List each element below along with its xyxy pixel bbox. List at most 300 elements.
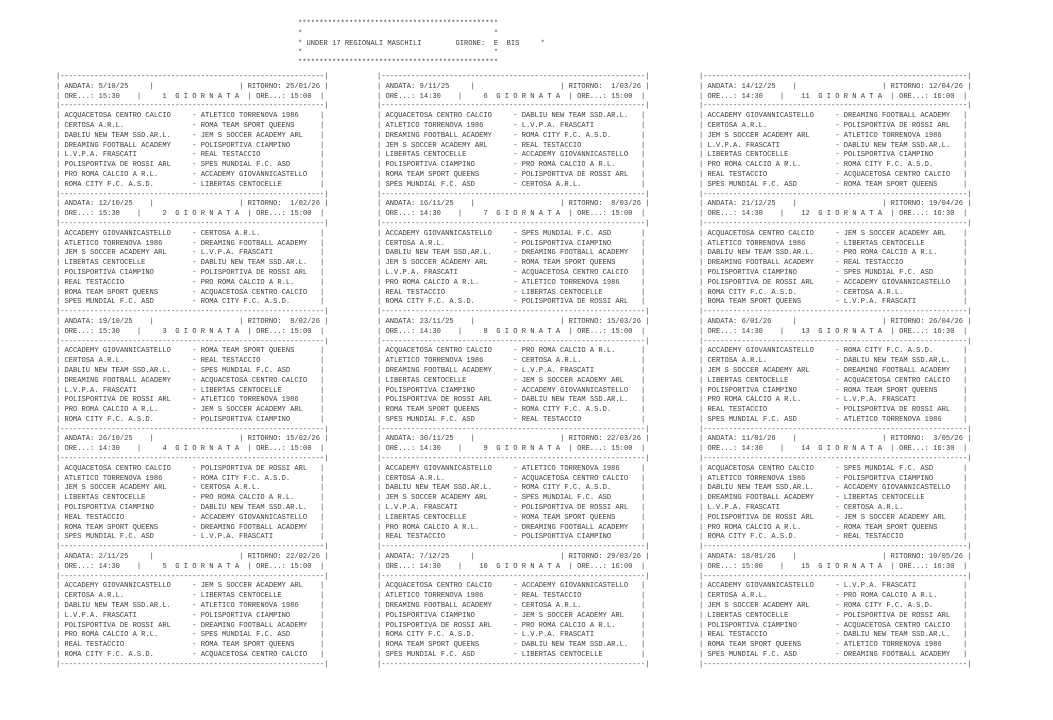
away-team: SPES MUNDIAL F.C. ASD	[200, 366, 316, 375]
rule: |	[640, 376, 646, 385]
separator: -	[183, 464, 201, 473]
home-team: DREAMING FOOTBALL ACADEMY	[707, 259, 827, 268]
match-row	[56, 357, 324, 365]
ritorno-time: 16:00	[933, 92, 955, 101]
away-team: REAL TESTACCIO	[521, 415, 637, 424]
away-team: JEM S SOCCER ACADEMY ARL	[521, 376, 637, 385]
separator: -	[504, 239, 522, 248]
rule: |	[319, 347, 325, 356]
separator: -	[826, 249, 844, 258]
away-team: POLISPORTIVA DE ROSSI ARL	[521, 504, 637, 513]
home-team: CERTOSA A.R.L.	[707, 357, 827, 366]
rule: |	[377, 474, 386, 483]
home-team: PRO ROMA CALCIO A R.L.	[64, 631, 184, 640]
rule: |	[699, 268, 708, 277]
rule: |	[640, 268, 646, 277]
rule: |	[319, 621, 325, 630]
rule: |	[645, 553, 650, 562]
ritorno-time: 15:00	[290, 92, 312, 101]
separator: -	[183, 151, 201, 160]
away-team: L.V.P.A. FRASCATI	[843, 582, 959, 591]
separator: -	[826, 131, 844, 140]
rule: |	[640, 366, 646, 375]
rule: |	[319, 582, 325, 591]
separator: -	[504, 298, 522, 307]
rule: | ORE...:	[560, 445, 612, 454]
round-block	[699, 543, 971, 659]
rule: |	[640, 533, 646, 542]
rule: | ANDATA:	[56, 317, 99, 326]
ritorno-date: 12/04/26	[928, 82, 963, 91]
away-team: ACCADEMY GIOVANNICASTELLO	[200, 513, 316, 522]
away-team: CERTOSA A.R.L.	[521, 357, 637, 366]
andata-date: 2/11/25	[98, 553, 129, 562]
separator: -	[183, 386, 201, 395]
rule: |	[962, 92, 968, 101]
rule: |--------------------------------------------------------------|	[56, 308, 329, 317]
separator: -	[826, 161, 844, 170]
rule: |	[962, 376, 968, 385]
rule: |	[640, 523, 646, 532]
rule: |	[56, 298, 65, 307]
rule: |	[377, 229, 386, 238]
home-team: ROMA CITY F.C. A.S.D.	[385, 298, 505, 307]
away-team: SPES MUNDIAL F.C. ASD	[521, 494, 637, 503]
home-team: LIBERTAS CENTOCELLE	[385, 151, 505, 160]
rule: |	[962, 504, 968, 513]
giornata-label: G I O R N A T A	[166, 92, 240, 101]
home-team: ACCADEMY GIOVANNICASTELLO	[64, 582, 184, 591]
away-team: LIBERTAS CENTOCELLE	[521, 288, 637, 297]
home-team: DABLIU NEW TEAM SSD.AR.L.	[707, 484, 827, 493]
home-team: JEM S SOCCER ACADEMY ARL	[64, 484, 184, 493]
match-row	[377, 602, 645, 610]
giornata-number: 5	[162, 562, 167, 571]
rule: |	[56, 504, 65, 513]
rule: |	[645, 435, 650, 444]
match-row	[377, 504, 645, 512]
away-team: DREAMING FOOTBALL ACADEMY	[843, 366, 959, 375]
andata-time: 14:30	[419, 562, 441, 571]
rule: |	[319, 121, 325, 130]
rule: |	[56, 484, 65, 493]
away-team: DABLIU NEW TEAM SSD.AR.L.	[521, 396, 637, 405]
home-team: LIBERTAS CENTOCELLE	[385, 376, 505, 385]
match-row	[377, 592, 645, 600]
home-team: JEM S SOCCER ACADEMY ARL	[707, 602, 827, 611]
rule: | | RITORNO:	[775, 435, 929, 444]
round-block	[56, 426, 328, 542]
home-team: REAL TESTACCIO	[64, 641, 184, 650]
rule: |	[962, 180, 968, 189]
rule: |	[699, 533, 708, 542]
rule: |	[56, 631, 65, 640]
rule: | | RITORNO:	[771, 317, 929, 326]
rule: | ANDATA:	[699, 553, 742, 562]
giornata-label: G I O R N A T A	[487, 445, 561, 454]
rule: |	[699, 484, 708, 493]
giornata-number: 8	[483, 327, 488, 336]
round-block	[56, 308, 328, 424]
andata-date: 21/12/25	[741, 200, 776, 209]
separator: -	[826, 641, 844, 650]
rule: |	[319, 92, 325, 101]
away-team: ACQUACETOSA CENTRO CALCIO	[521, 268, 637, 277]
match-row	[56, 377, 324, 385]
rule: |	[699, 474, 708, 483]
separator: -	[826, 121, 844, 130]
andata-date: 14/12/25	[741, 82, 776, 91]
match-row	[699, 514, 967, 522]
home-team: ACCADEMY GIOVANNICASTELLO	[385, 464, 505, 473]
rule: |--------------------------------------------------------------|	[377, 308, 650, 317]
rule: |	[640, 445, 646, 454]
away-team: POLISPORTIVA DE ROSSI ARL	[843, 406, 959, 415]
away-team: ROMA TEAM SPORT QUEENS	[521, 513, 637, 522]
match-row	[56, 289, 324, 297]
rule: |	[640, 249, 646, 258]
match-row	[377, 161, 645, 169]
home-team: LIBERTAS CENTOCELLE	[64, 259, 184, 268]
match-row	[699, 357, 967, 365]
home-team: DREAMING FOOTBALL ACADEMY	[707, 494, 827, 503]
rule: | ANDATA:	[56, 200, 99, 209]
rule: |	[377, 131, 386, 140]
separator: -	[826, 259, 844, 268]
rule: |	[319, 406, 325, 415]
match-row	[377, 622, 645, 630]
rule: | ANDATA:	[699, 200, 742, 209]
ritorno-date: 19/04/26	[928, 200, 963, 209]
rule: | ORE...:	[377, 210, 420, 219]
separator: -	[826, 415, 844, 424]
separator: -	[183, 513, 201, 522]
home-team: PRO ROMA CALCIO A R.L.	[385, 278, 505, 287]
giornata-label: G I O R N A T A	[166, 445, 240, 454]
ritorno-date: 1/02/26	[285, 200, 320, 209]
away-team: PRO ROMA CALCIO A R.L.	[200, 278, 316, 287]
rule: |	[640, 141, 646, 150]
rule: |	[56, 141, 65, 150]
separator: -	[183, 631, 201, 640]
andata-time: 14:30	[419, 92, 441, 101]
rule: |	[699, 592, 708, 601]
away-team: POLISPORTIVA CIAMPINO	[521, 239, 637, 248]
rule: |	[699, 180, 708, 189]
away-team: ROMA TEAM SPORT QUEENS	[200, 121, 316, 130]
rule: | ORE...:	[882, 445, 934, 454]
rule: | ORE...:	[239, 445, 291, 454]
rule: |	[699, 347, 708, 356]
rule: | | RITORNO:	[132, 435, 286, 444]
rule: |	[377, 347, 386, 356]
ritorno-time: 16:30	[933, 445, 955, 454]
giornata-label: G I O R N A T A	[809, 562, 883, 571]
match-row	[56, 249, 324, 257]
rule: |	[440, 92, 484, 101]
separator: -	[826, 376, 844, 385]
rule: | ORE...:	[377, 562, 420, 571]
away-team: ATLETICO TORRENOVA 1986	[200, 112, 316, 121]
match-row	[377, 475, 645, 483]
rule: |	[319, 170, 325, 179]
match-row	[377, 279, 645, 287]
separator: -	[504, 582, 522, 591]
rule: |	[762, 92, 802, 101]
rule: |	[962, 386, 968, 395]
away-team: DABLIU NEW TEAM SSD.AR.L.	[521, 641, 637, 650]
separator: -	[183, 278, 201, 287]
home-team: POLISPORTIVA DE ROSSI ARL	[64, 161, 184, 170]
rule: |	[962, 621, 968, 630]
rule: |	[962, 445, 968, 454]
rule: | ORE...:	[56, 327, 99, 336]
separator: -	[504, 651, 522, 660]
separator: -	[826, 170, 844, 179]
rule: |	[377, 161, 386, 170]
rule: |	[56, 259, 65, 268]
match-row	[377, 651, 645, 659]
giornata-number: 6	[483, 92, 488, 101]
home-team: CERTOSA A.R.L.	[707, 592, 827, 601]
rule: |	[377, 513, 386, 522]
separator: -	[826, 268, 844, 277]
separator: -	[826, 651, 844, 660]
rule: |--------------------------------------------------------------|	[699, 660, 972, 669]
separator: -	[504, 278, 522, 287]
giornata-label: G I O R N A T A	[487, 562, 561, 571]
rule: |	[319, 112, 325, 121]
andata-date: 30/11/25	[419, 435, 454, 444]
rule: |	[377, 651, 386, 660]
home-team: DABLIU NEW TEAM SSD.AR.L.	[64, 366, 184, 375]
andata-time: 14:30	[419, 327, 441, 336]
away-team: DABLIU NEW TEAM SSD.AR.L.	[200, 504, 316, 513]
rule: |	[56, 523, 65, 532]
andata-time: 15:00	[741, 562, 763, 571]
away-team: ROMA CITY F.C. A.S.D.	[843, 161, 959, 170]
away-team: CERTOSA A.R.L.	[843, 504, 959, 513]
match-row	[377, 387, 645, 395]
rule: |	[56, 513, 65, 522]
match-row	[377, 269, 645, 277]
rule: |	[377, 278, 386, 287]
rule: |	[56, 621, 65, 630]
match-row	[699, 289, 967, 297]
rule: |	[962, 592, 968, 601]
separator: -	[826, 494, 844, 503]
away-team: PRO ROMA CALCIO A R.L.	[521, 161, 637, 170]
separator: -	[183, 651, 201, 660]
home-team: DREAMING FOOTBALL ACADEMY	[385, 602, 505, 611]
rule: |	[319, 239, 325, 248]
rule: |	[377, 112, 386, 121]
rule: |--------------------------------------------------------------|	[56, 660, 329, 669]
rule: |	[319, 445, 325, 454]
rule: |	[377, 611, 386, 620]
home-team: ROMA CITY F.C. A.S.D.	[64, 415, 184, 424]
ritorno-date: 10/05/26	[928, 553, 963, 562]
away-team: ACCADEMY GIOVANNICASTELLO	[521, 582, 637, 591]
away-team: JEM S SOCCER ACADEMY ARL	[843, 229, 959, 238]
match-row	[56, 298, 324, 306]
home-team: POLISPORTIVA CIAMPINO	[385, 611, 505, 620]
match-row	[699, 465, 967, 473]
rule: |--------------------------------------------------------------|	[56, 219, 329, 228]
away-team: ATLETICO TORRENOVA 1986	[200, 396, 316, 405]
rule: |	[699, 131, 708, 140]
rule: |--------------------------------------------------------------|	[56, 543, 329, 552]
match-row	[699, 622, 967, 630]
separator: -	[183, 484, 201, 493]
away-team: DABLIU NEW TEAM SSD.AR.L.	[521, 112, 637, 121]
andata-time: 15:30	[98, 327, 120, 336]
rule: |	[962, 357, 968, 366]
match-row	[56, 406, 324, 414]
rule: |	[319, 278, 325, 287]
rule: | ORE...:	[239, 327, 291, 336]
rule: |	[319, 141, 325, 150]
rule: |--------------------------------------------------------------|	[56, 190, 329, 199]
championship-title: UNDER 17 REGIONALI MASCHILI	[306, 39, 422, 48]
match-row	[377, 514, 645, 522]
rule: |	[699, 464, 708, 473]
separator: -	[183, 141, 201, 150]
giornata-number: 7	[483, 210, 488, 219]
separator: -	[826, 611, 844, 620]
rule: |	[962, 161, 968, 170]
rule: |	[440, 327, 484, 336]
giornata-label: G I O R N A T A	[809, 445, 883, 454]
match-row	[699, 112, 967, 120]
rule: |	[319, 513, 325, 522]
home-team: ROMA CITY F.C. A.S.D.	[64, 651, 184, 660]
home-team: ATLETICO TORRENOVA 1986	[707, 474, 827, 483]
away-team: DREAMING FOOTBALL ACADEMY	[200, 239, 316, 248]
match-row	[377, 249, 645, 257]
separator: -	[183, 415, 201, 424]
away-team: CERTOSA A.R.L.	[521, 180, 637, 189]
home-team: ROMA CITY F.C. A.S.D.	[64, 180, 184, 189]
home-team: DABLIU NEW TEAM SSD.AR.L.	[64, 602, 184, 611]
separator: -	[183, 621, 201, 630]
rule: |	[319, 249, 325, 258]
match-row	[699, 161, 967, 169]
rule: |	[640, 180, 646, 189]
rule: |	[962, 229, 968, 238]
away-team: ROMA CITY F.C. A.S.D.	[843, 347, 959, 356]
match-row	[699, 279, 967, 287]
rule: |	[56, 494, 65, 503]
round-block	[56, 543, 328, 659]
away-team: CERTOSA A.R.L.	[843, 288, 959, 297]
match-row	[56, 279, 324, 287]
rule: |	[377, 396, 386, 405]
separator: -	[504, 396, 522, 405]
rule: |	[699, 376, 708, 385]
away-team: ATLETICO TORRENOVA 1986	[843, 415, 959, 424]
rule: |	[377, 582, 386, 591]
away-team: ATLETICO TORRENOVA 1986	[521, 278, 637, 287]
separator: -	[504, 151, 522, 160]
home-team: L.V.P.A. FRASCATI	[385, 504, 505, 513]
rule: |	[962, 513, 968, 522]
separator: -	[826, 533, 844, 542]
rule: |	[377, 376, 386, 385]
rule: |	[319, 533, 325, 542]
home-team: PRO ROMA CALCIO A R.L.	[64, 406, 184, 415]
ritorno-time: 15:00	[611, 327, 633, 336]
rule: |	[640, 210, 646, 219]
away-team: POLISPORTIVA CIAMPINO	[200, 415, 316, 424]
home-team: POLISPORTIVA CIAMPINO	[707, 386, 827, 395]
separator: -	[504, 288, 522, 297]
round-block	[56, 73, 328, 189]
separator: -	[183, 259, 201, 268]
home-team: SPES MUNDIAL F.C. ASD	[385, 415, 505, 424]
rule: | | RITORNO:	[453, 200, 607, 209]
separator: -	[826, 513, 844, 522]
home-team: CERTOSA A.R.L.	[385, 239, 505, 248]
away-team: SPES MUNDIAL F.C. ASD	[200, 631, 316, 640]
home-team: L.V.P.A. FRASCATI	[64, 386, 184, 395]
separator: -	[504, 474, 522, 483]
home-team: ATLETICO TORRENOVA 1986	[385, 592, 505, 601]
match-row	[56, 622, 324, 630]
ritorno-time: 15:00	[290, 445, 312, 454]
rule: |	[640, 621, 646, 630]
home-team: POLISPORTIVA CIAMPINO	[707, 268, 827, 277]
separator: -	[504, 592, 522, 601]
match-row	[377, 357, 645, 365]
separator: -	[826, 504, 844, 513]
home-team: ACCADEMY GIOVANNICASTELLO	[707, 112, 827, 121]
away-team: ACCADEMY GIOVANNICASTELLO	[200, 170, 316, 179]
rule: |--------------------------------------------------------------|	[699, 190, 972, 199]
home-team: SPES MUNDIAL F.C. ASD	[385, 651, 505, 660]
home-team: SPES MUNDIAL F.C. ASD	[385, 180, 505, 189]
rule: |	[640, 484, 646, 493]
home-team: ACCADEMY GIOVANNICASTELLO	[707, 582, 827, 591]
separator: -	[183, 376, 201, 385]
match-row	[377, 230, 645, 238]
separator: -	[504, 631, 522, 640]
rule: |	[56, 112, 65, 121]
spacer	[485, 40, 494, 48]
separator: -	[826, 582, 844, 591]
home-team: JEM S SOCCER ACADEMY ARL	[385, 259, 505, 268]
ritorno-date: 15/03/26	[606, 317, 641, 326]
home-team: ACQUACETOSA CENTRO CALCIO	[385, 347, 505, 356]
rule: | | RITORNO:	[449, 553, 607, 562]
andata-date: 7/12/25	[419, 553, 450, 562]
away-team: ATLETICO TORRENOVA 1986	[843, 131, 959, 140]
rule: |	[56, 170, 65, 179]
home-team: POLISPORTIVA DE ROSSI ARL	[707, 278, 827, 287]
separator: -	[826, 484, 844, 493]
home-team: CERTOSA A.R.L.	[64, 121, 184, 130]
rule: |	[319, 602, 325, 611]
separator: -	[183, 523, 201, 532]
rule: |	[962, 347, 968, 356]
home-team: POLISPORTIVA DE ROSSI ARL	[385, 396, 505, 405]
away-team: REAL TESTACCIO	[200, 151, 316, 160]
round-block	[377, 191, 649, 307]
away-team: ACQUACETOSA CENTRO CALCIO	[200, 651, 316, 660]
match-row	[56, 651, 324, 659]
rule: |	[377, 406, 386, 415]
away-team: DABLIU NEW TEAM SSD.AR.L.	[200, 259, 316, 268]
